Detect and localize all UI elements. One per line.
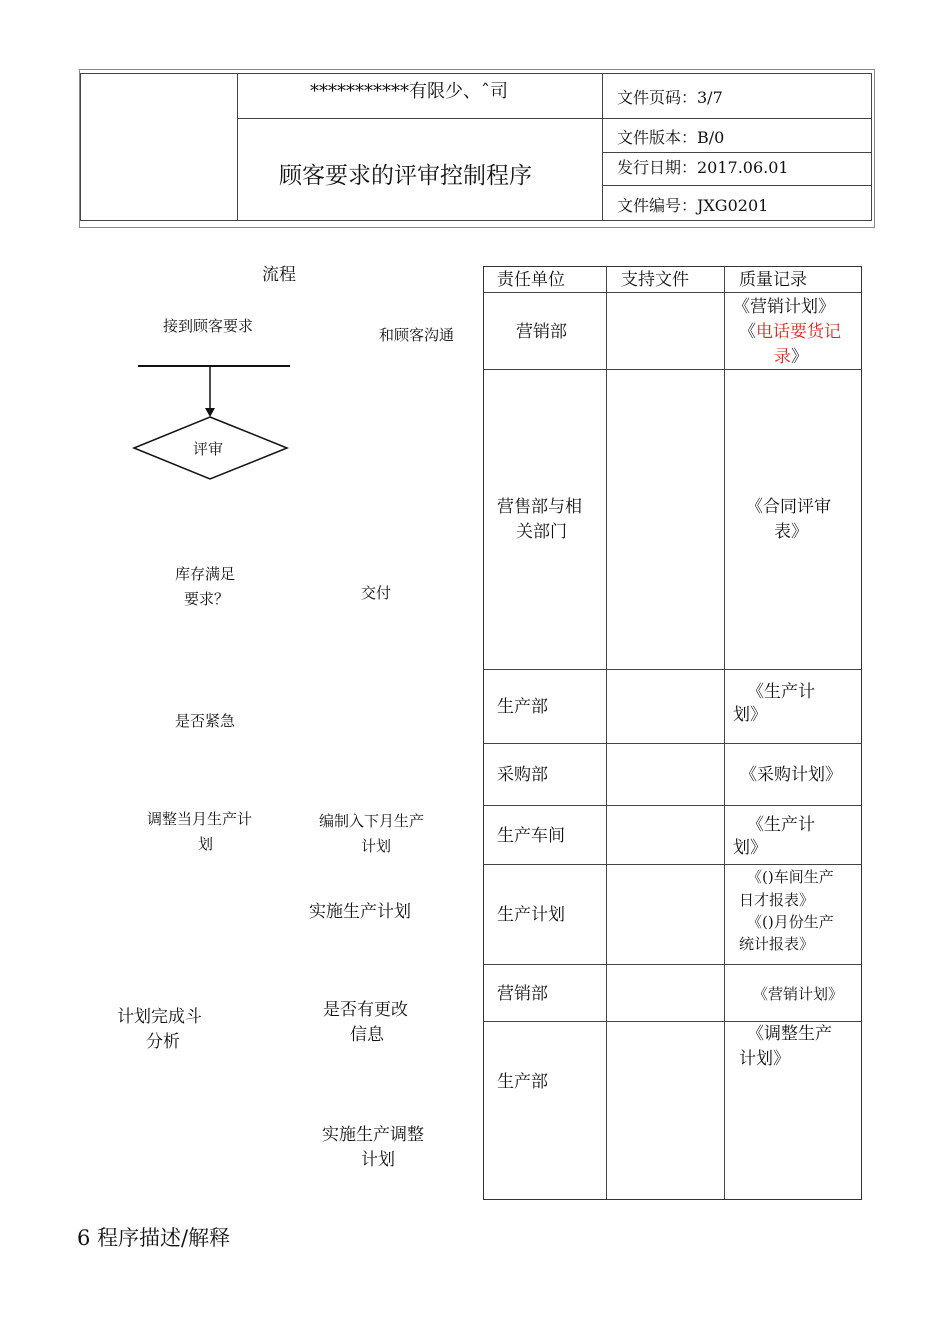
arrow-head-icon [205, 408, 215, 417]
flow-step-complete-line2: 分析 [146, 1032, 180, 1052]
document-title: 顾客要求的评审控制程序 [279, 163, 532, 189]
flow-step-change-line2: 信息 [350, 1025, 384, 1045]
table-cell-unit: 生产部 [497, 1072, 548, 1092]
table-cell-unit: 营销部 [516, 322, 567, 342]
table-cell-record: 计划》 [739, 1049, 790, 1069]
flow-step-deliver: 交付 [361, 584, 392, 602]
flow-step-communicate: 和顾客沟通 [379, 326, 455, 344]
header-divider [602, 185, 871, 186]
header-divider [602, 152, 871, 153]
table-cell-record: 《采购计划》 [740, 765, 842, 785]
flow-step-receive: 接到顾客要求 [163, 317, 254, 335]
table-row-divider [483, 964, 861, 965]
table-cell-unit: 采购部 [497, 765, 548, 785]
table-cell-unit: 关部门 [516, 522, 567, 542]
table-cell-record: 划》 [733, 838, 767, 858]
table-cell-record: 《()车间生产 [747, 868, 834, 886]
table-row-divider [483, 805, 861, 806]
flow-step-stock-line1: 库存满足 [175, 565, 236, 583]
flow-step-change-line1: 是否有更改 [323, 1000, 408, 1020]
responsibility-table [483, 266, 862, 1200]
table-cell-record: 《生产计 [747, 815, 815, 835]
flow-step-adjust-line1: 调整当月生产计 [147, 810, 253, 828]
header-rule [80, 73, 81, 221]
table-cell-record: 统计报表》 [739, 935, 815, 953]
flow-step-implement: 实施生产计划 [309, 902, 411, 922]
header-rule [871, 73, 872, 221]
table-cell-unit: 生产部 [497, 697, 548, 717]
header-divider [237, 118, 871, 119]
table-row-divider [483, 864, 861, 865]
table-cell-unit: 生产计划 [497, 905, 565, 925]
table-row-divider [483, 743, 861, 744]
flow-step-adjust-line2: 划 [198, 835, 214, 853]
flow-review-diagram [130, 360, 295, 485]
table-cell-unit: 营售部与相 [497, 497, 582, 517]
flow-step-stock-line2: 要求？ [184, 590, 230, 608]
table-header-record: 质量记录 [739, 270, 807, 290]
table-cell-unit: 生产车间 [497, 826, 565, 846]
table-cell-record: 《生产计 [747, 682, 815, 702]
flow-step-compile-line2: 计划 [361, 837, 392, 855]
flow-heading: 流程 [262, 265, 296, 285]
issue-date: 发行日期：2017.06.01 [617, 158, 789, 177]
table-cell-record: 表》 [774, 522, 808, 542]
flow-step-compile-line1: 编制入下月生产 [319, 812, 425, 830]
table-header-support: 支持文件 [621, 270, 689, 290]
table-cell-record: 《调整生产 [747, 1024, 832, 1044]
header-divider [602, 73, 603, 221]
document-version: 文件版本：B/0 [617, 128, 725, 147]
table-cell-record: 录》 [774, 347, 808, 367]
table-column-divider [606, 266, 607, 1199]
header-rule [80, 73, 872, 74]
table-cell-record: 《营销计划》 [733, 297, 835, 317]
header-rule [80, 220, 872, 221]
page-number: 文件页码：3/7 [617, 88, 723, 107]
table-cell-record: 划》 [733, 705, 767, 725]
table-column-divider [724, 266, 725, 1199]
table-cell-record: 《()月份生产 [747, 913, 834, 931]
company-name: ***********有限少、ˆ司 [310, 81, 508, 102]
table-cell-unit: 营销部 [497, 984, 548, 1004]
section-heading: 6 程序描述/解释 [77, 1226, 231, 1250]
table-header-unit: 责任单位 [497, 270, 565, 290]
flow-step-urgent: 是否紧急 [175, 712, 236, 730]
table-cell-record: 日才报表》 [739, 891, 815, 909]
flow-step-implement-adjust-line1: 实施生产调整 [322, 1125, 424, 1145]
flow-step-implement-adjust-line2: 计划 [361, 1150, 395, 1170]
header-divider [237, 73, 238, 221]
table-cell-record: 《营销计划》 [753, 985, 844, 1003]
table-cell-record: 《合同评审 [746, 497, 831, 517]
table-row-divider [483, 669, 861, 670]
flow-step-review: 评审 [193, 440, 224, 458]
table-cell-record: 《电话要货记 [739, 322, 841, 342]
flow-step-complete-line1: 计划完成斗 [117, 1007, 202, 1027]
document-number: 文件编号：JXG0201 [617, 196, 769, 215]
